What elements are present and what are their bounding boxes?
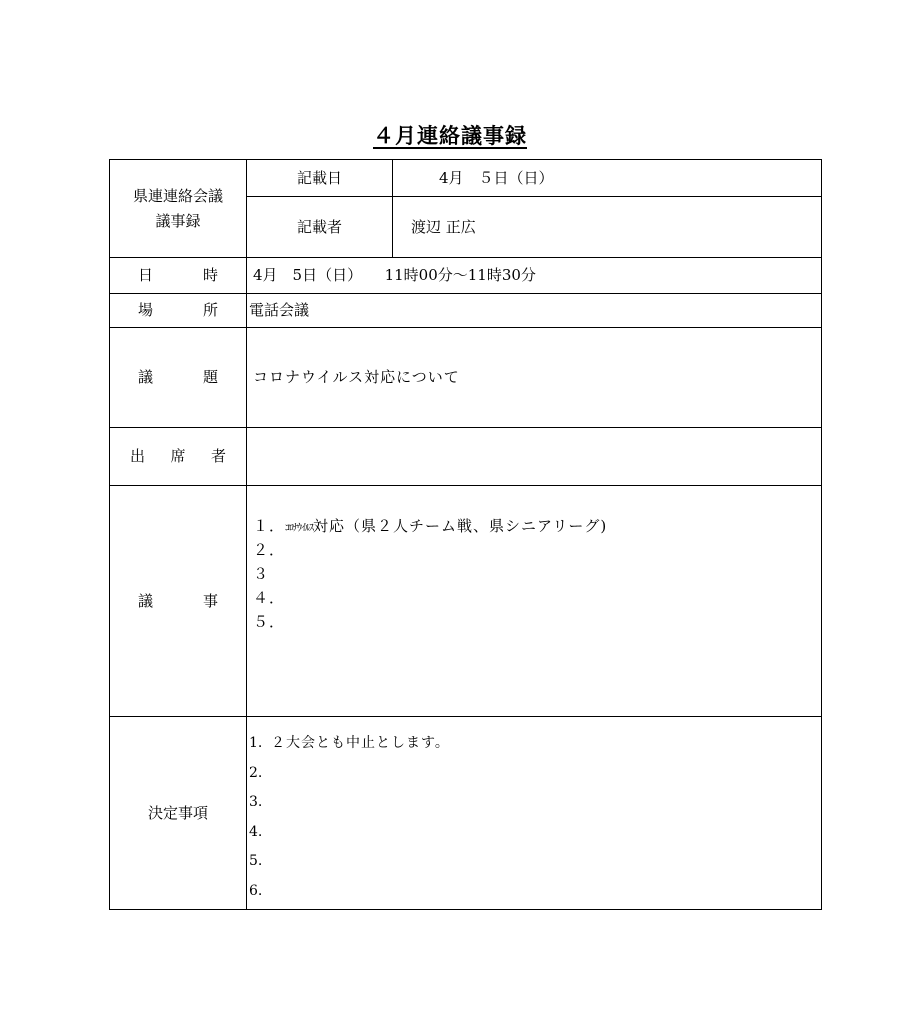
attendees-label-a: 出 (130, 447, 146, 466)
agenda-label (110, 328, 247, 428)
org-line2: 議事録 (155, 211, 201, 230)
decisions-list (247, 729, 821, 906)
org-line1: 県連連絡会議 (132, 186, 223, 205)
attendees-label (110, 428, 247, 486)
minutes-table (109, 159, 822, 910)
list-item: 2. (249, 764, 263, 781)
date-value: 4月 ５日（日） (393, 160, 822, 197)
decisions-value (247, 717, 822, 910)
list-item: １．ｺﾛﾅｳｲﾙｽ対応（県２人チーム戦、県シニアリーグ) (253, 517, 608, 535)
place-label-b: 所 (202, 301, 218, 320)
proceedings-label-b: 事 (202, 591, 218, 610)
agenda-label-a: 議 (138, 368, 154, 387)
datetime-label-a: 日 (138, 266, 154, 285)
agenda-row (110, 328, 822, 428)
attendees-label-c: 者 (210, 447, 226, 466)
decisions-row (110, 717, 822, 910)
document-title (0, 120, 900, 150)
list-item: 1. ２大会とも中止とします。 (249, 735, 450, 751)
list-item: ３ (253, 565, 270, 583)
datetime-label (110, 258, 247, 294)
writer-value: 渡辺 正広 (393, 197, 822, 258)
attendees-label-b: 席 (170, 447, 186, 466)
place-label-a: 場 (138, 301, 154, 320)
document-title-text: ４月連絡議事録 (373, 124, 527, 148)
list-item: 4. (249, 823, 263, 840)
place-value: 電話会議 (247, 294, 822, 328)
place-label (110, 294, 247, 328)
proceedings-value (247, 486, 822, 717)
proceedings-list (247, 514, 821, 634)
attendees-row (110, 428, 822, 486)
list-item: 5. (249, 853, 263, 869)
list-item: ５． (253, 613, 286, 631)
attendees-value (247, 428, 822, 486)
datetime-row (110, 258, 822, 294)
list-item: ４． (253, 589, 286, 607)
writer-label: 記載者 (247, 197, 393, 258)
list-item: 6. (249, 882, 263, 899)
org-cell (110, 160, 247, 258)
list-item: 3. (249, 794, 263, 810)
datetime-value: 4月 5日（日） 11時00分〜11時30分 (247, 258, 822, 294)
place-row (110, 294, 822, 328)
proceedings-row (110, 486, 822, 717)
header-row-date (110, 160, 822, 197)
datetime-label-b: 時 (202, 266, 218, 285)
decisions-label: 決定事項 (110, 717, 247, 910)
list-item: ２． (253, 541, 286, 559)
proceedings-label (110, 486, 247, 717)
date-label: 記載日 (247, 160, 393, 197)
proceedings-label-a: 議 (138, 591, 154, 610)
agenda-value: コロナウイルス対応について (247, 328, 822, 428)
agenda-label-b: 題 (202, 368, 218, 387)
